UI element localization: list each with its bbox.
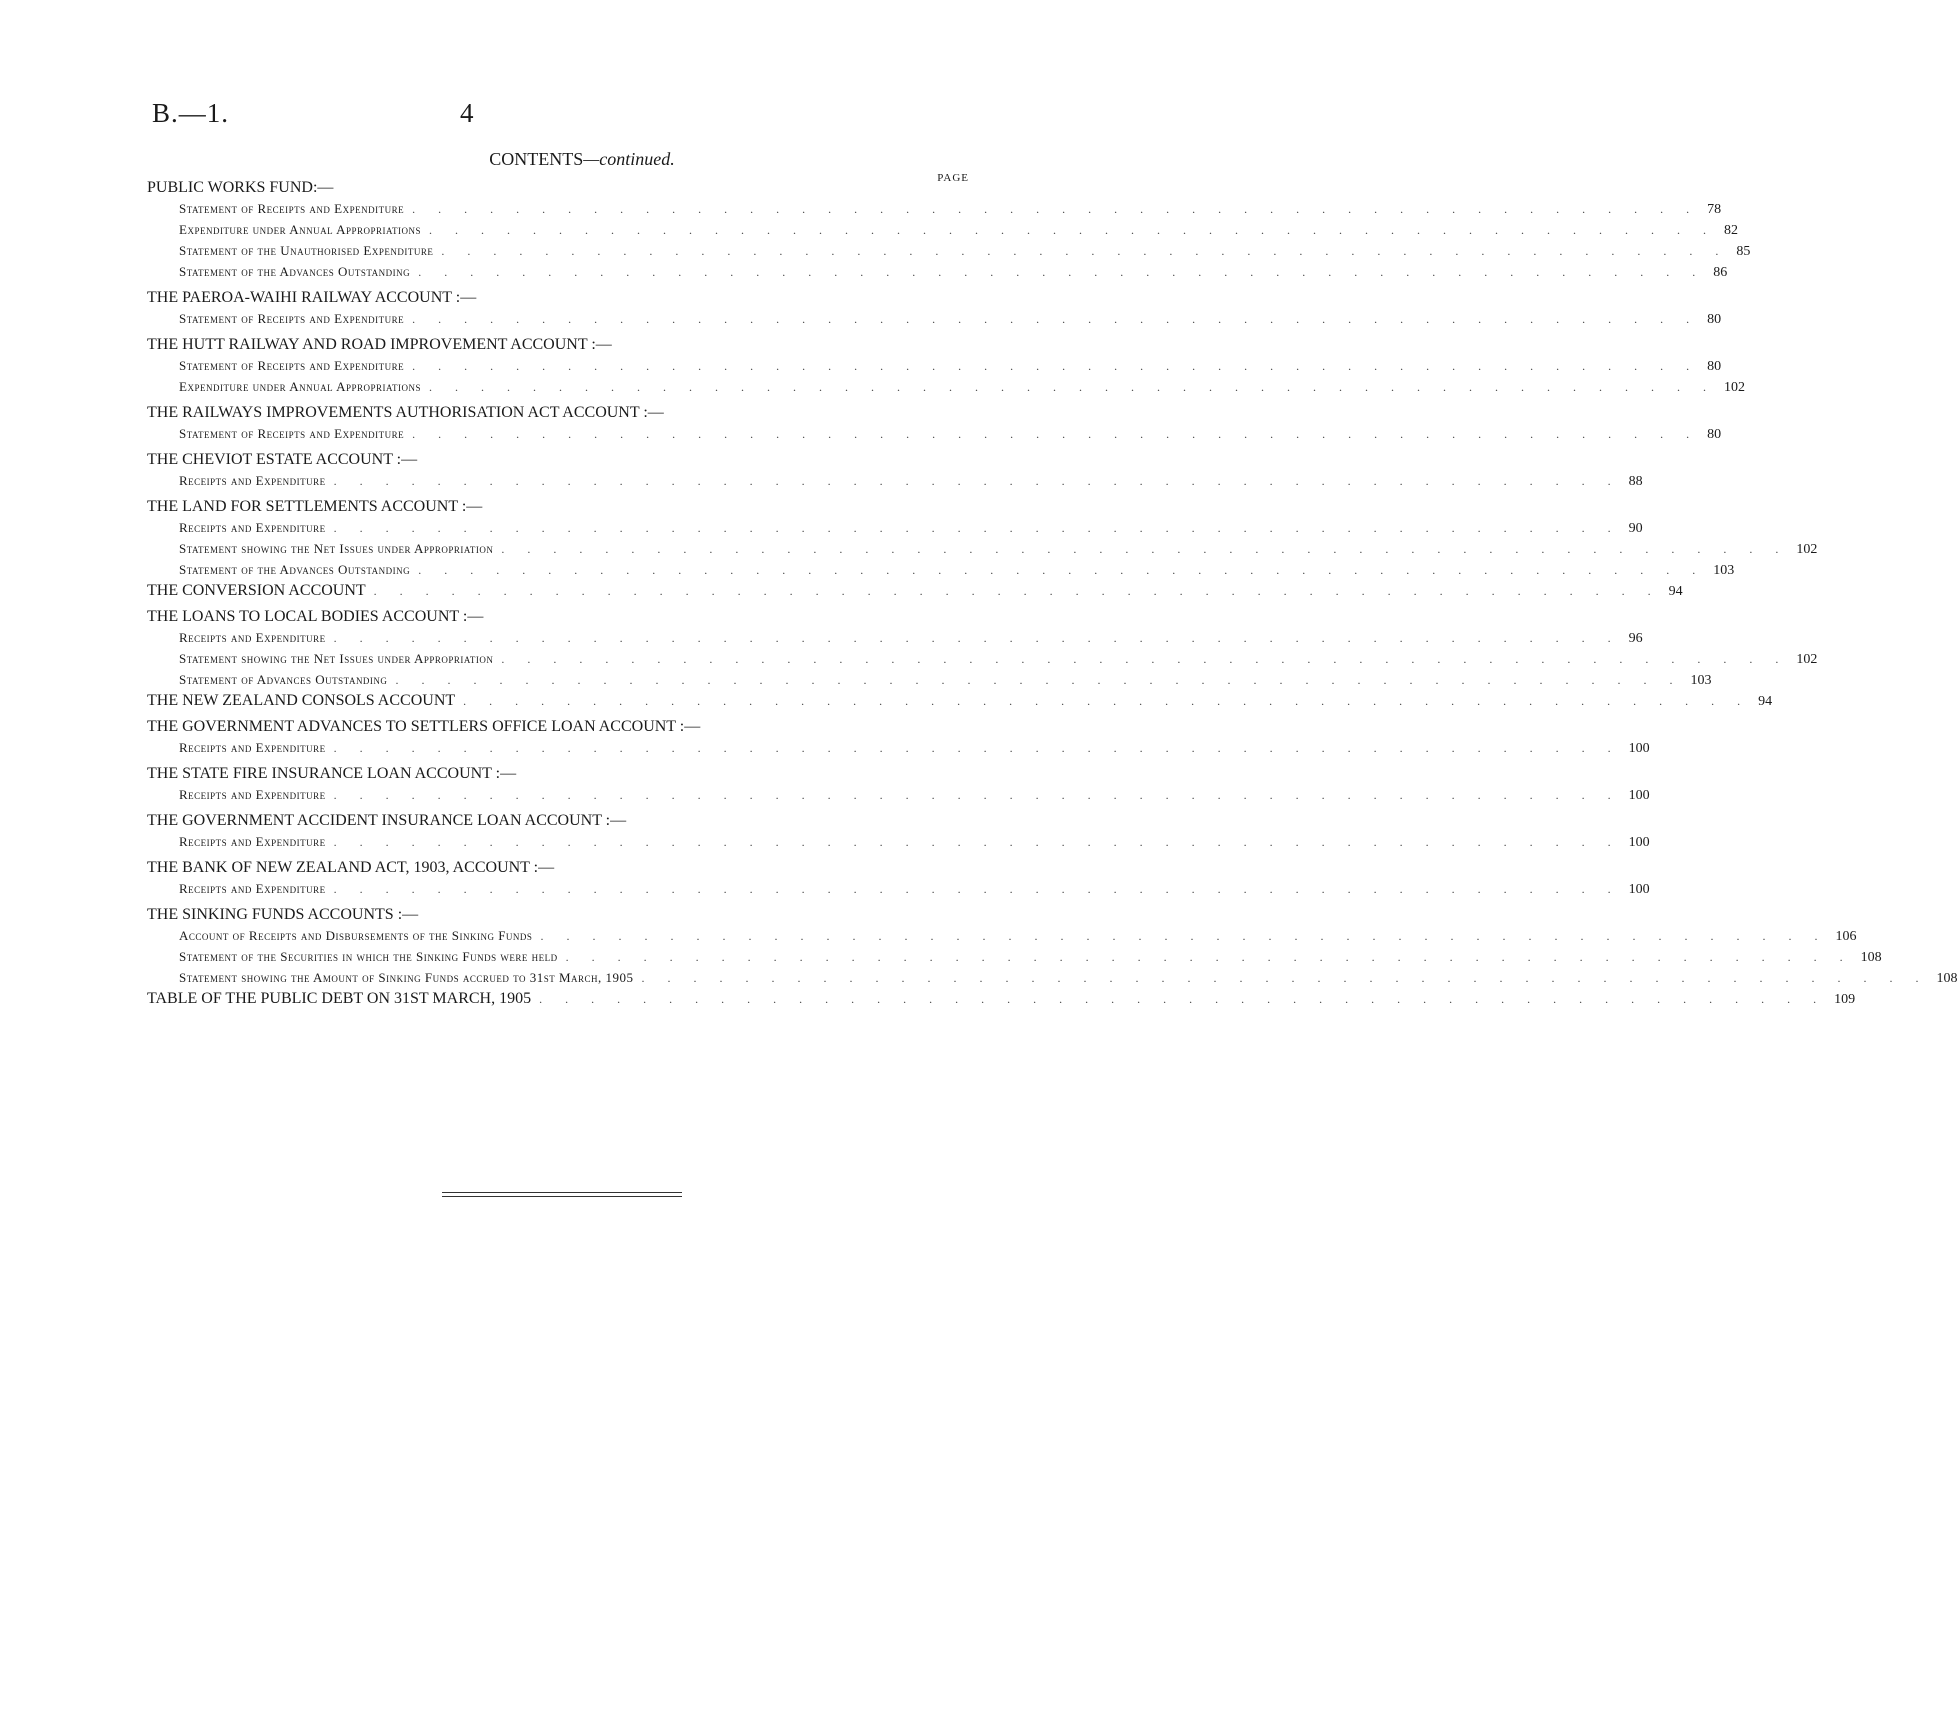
dot-leader: . . . . . . . . . . . . . . . . . . . . . . . . . . . . . . . . . . . . . . . . . . . . . . . . . . [463, 694, 1751, 708]
section-title: THE GOVERNMENT ADVANCES TO SETTLERS OFFICE LOAN ACCOUNT :— [147, 718, 701, 735]
dot-leader: . . . . . . . . . . . . . . . . . . . . . . . . . . . . . . . . . . . . . . . . . . . . . . . . . . [418, 563, 1706, 577]
toc-entry [147, 517, 1643, 538]
toc-entry-label: Statement of Receipts and Expenditure [179, 426, 405, 441]
section-title: THE LOANS TO LOCAL BODIES ACCOUNT :— [147, 608, 484, 625]
toc-entry [147, 308, 1722, 329]
dot-leader: . . . . . . . . . . . . . . . . . . . . . . . . . . . . . . . . . . . . . . . . . . . . . . . . . . [333, 474, 1621, 488]
dot-leader: . . . . . . . . . . . . . . . . . . . . . . . . . . . . . . . . . . . . . . . . . . . . . . . . . . [412, 312, 1700, 326]
toc-entry [147, 198, 1722, 219]
toc-entry-label: Statement of the Securities in which the Sinking Funds were held [179, 949, 558, 964]
dot-leader: . . . . . . . . . . . . . . . . . . . . . . . . . . . . . . . . . . . . . . . . . . . . . . . . . . [333, 835, 1621, 849]
page-number: 4 [460, 98, 474, 128]
toc-entry [147, 261, 1728, 282]
section-title: THE HUTT RAILWAY AND ROAD IMPROVEMENT ACCOUNT :— [147, 336, 612, 353]
dot-leader: . . . . . . . . . . . . . . . . . . . . . . . . . . . . . . . . . . . . . . . . . . . . . . . . . . [412, 359, 1700, 373]
toc-section [147, 607, 1818, 690]
toc-entry-label: Statement of Receipts and Expenditure [179, 201, 405, 216]
toc-entry [147, 669, 1712, 690]
toc-entry [147, 559, 1735, 580]
document-reference: B.—1. [152, 98, 230, 128]
section-title: THE STATE FIRE INSURANCE LOAN ACCOUNT :— [147, 765, 517, 782]
toc-entry [147, 355, 1722, 376]
toc-entry-page: 82 [1724, 223, 1739, 238]
section-title: THE RAILWAYS IMPROVEMENTS AUTHORISATION ACT ACCOUNT :— [147, 404, 664, 421]
toc-entry-label: Account of Receipts and Disbursements of the Sinking Funds [179, 928, 533, 943]
toc-entry-page: 88 [1628, 474, 1643, 489]
toc-section [147, 288, 1722, 329]
toc-section [147, 988, 1856, 1009]
dot-leader: . . . . . . . . . . . . . . . . . . . . . . . . . . . . . . . . . . . . . . . . . . . . . . . . . . [333, 741, 1621, 755]
toc-entry-page: 78 [1707, 202, 1722, 217]
page-column-label: PAGE [937, 172, 969, 184]
dot-leader: . . . . . . . . . . . . . . . . . . . . . . . . . . . . . . . . . . . . . . . . . . . . . . . . . . [418, 265, 1706, 279]
toc-section [147, 580, 1683, 601]
toc-entry-label: Statement showing the Net Issues under Appropriation [179, 541, 494, 556]
dot-leader: . . . . . . . . . . . . . . . . . . . . . . . . . . . . . . . . . . . . . . . . . . . . . . . . . . [333, 521, 1621, 535]
toc-entry-label: Statement of the Advances Outstanding [179, 562, 411, 577]
toc-entry-page: 103 [1690, 673, 1712, 688]
contents-heading [0, 149, 1114, 170]
toc-entry [147, 946, 1882, 967]
contents-heading-main: CONTENTS [489, 149, 584, 169]
toc-section [147, 178, 1751, 282]
toc-entry [147, 925, 1857, 946]
toc-entry-label: Statement of Receipts and Expenditure [179, 358, 405, 373]
toc-entry-page: 100 [1628, 882, 1650, 897]
toc-entry-label: Statement of Advances Outstanding [179, 672, 388, 687]
closing-rule-top [442, 1192, 682, 1193]
toc-top-entry [147, 988, 1856, 1009]
toc-entry [147, 423, 1722, 444]
section-title: PUBLIC WORKS FUND:— [147, 179, 334, 196]
dot-leader: . . . . . . . . . . . . . . . . . . . . . . . . . . . . . . . . . . . . . . . . . . . . . . . . . . [333, 788, 1621, 802]
toc-entry-page: 80 [1707, 427, 1722, 442]
dot-leader: . . . . . . . . . . . . . . . . . . . . . . . . . . . . . . . . . . . . . . . . . . . . . . . . . . [501, 542, 1789, 556]
dot-leader: . . . . . . . . . . . . . . . . . . . . . . . . . . . . . . . . . . . . . . . . . . . . . . . . . . [441, 244, 1729, 258]
toc-entry-label: Receipts and Expenditure [179, 740, 326, 755]
toc-entry-label: Expenditure under Annual Appropriations [179, 222, 422, 237]
toc-entry-page: 103 [1713, 563, 1735, 578]
toc-entry-page: 102 [1796, 542, 1818, 557]
toc-entry-page: 106 [1835, 929, 1857, 944]
toc-entry-page: 108 [1860, 950, 1882, 965]
toc-section [147, 764, 1650, 805]
toc-entry [147, 967, 1958, 988]
toc-top-entry [147, 690, 1773, 711]
dot-leader: . . . . . . . . . . . . . . . . . . . . . . . . . . . . . . . . . . . . . . . . . . . . . . . . . . [412, 202, 1700, 216]
toc-section [147, 403, 1722, 444]
contents-heading-suffix: —continued. [583, 149, 675, 169]
toc-section [147, 450, 1643, 491]
dot-leader: . . . . . . . . . . . . . . . . . . . . . . . . . . . . . . . . . . . . . . . . . . . . . . . . . . [540, 929, 1828, 943]
toc-entry [147, 784, 1650, 805]
dot-leader: . . . . . . . . . . . . . . . . . . . . . . . . . . . . . . . . . . . . . . . . . . . . . . . . . . [501, 652, 1789, 666]
toc-entry-page: 96 [1628, 631, 1643, 646]
dot-leader: . . . . . . . . . . . . . . . . . . . . . . . . . . . . . . . . . . . . . . . . . . . . . . . . . . [373, 584, 1661, 598]
toc-entry-label: Receipts and Expenditure [179, 881, 326, 896]
toc-section [147, 858, 1650, 899]
section-title: THE CHEVIOT ESTATE ACCOUNT :— [147, 451, 418, 468]
toc-entry [147, 470, 1643, 491]
toc-entry-page: 108 [1936, 971, 1958, 986]
toc-entry-label: Receipts and Expenditure [179, 834, 326, 849]
table-of-contents [147, 172, 1958, 1009]
dot-leader: . . . . . . . . . . . . . . . . . . . . . . . . . . . . . . . . . . . . . . . . . . . . . . . . . . [395, 673, 1683, 687]
toc-entry [147, 648, 1818, 669]
toc-entry-page: 94 [1758, 694, 1773, 709]
dot-leader: . . . . . . . . . . . . . . . . . . . . . . . . . . . . . . . . . . . . . . . . . . . . . . . . . . [565, 950, 1853, 964]
toc-entry-label: THE NEW ZEALAND CONSOLS ACCOUNT [147, 692, 456, 709]
dot-leader: . . . . . . . . . . . . . . . . . . . . . . . . . . . . . . . . . . . . . . . . . . . . . . . . . . [539, 992, 1827, 1006]
toc-entry-label: Statement showing the Amount of Sinking Funds accrued to 31st March, 1905 [179, 970, 634, 985]
toc-entry [147, 627, 1643, 648]
toc-entry-label: Receipts and Expenditure [179, 630, 326, 645]
dot-leader: . . . . . . . . . . . . . . . . . . . . . . . . . . . . . . . . . . . . . . . . . . . . . . . . . . [641, 971, 1929, 985]
toc-entry [147, 831, 1650, 852]
toc-entry-page: 102 [1796, 652, 1818, 667]
toc-entry-page: 94 [1668, 584, 1683, 599]
toc-entry-page: 80 [1707, 359, 1722, 374]
toc-section [147, 690, 1773, 711]
toc-entry-page: 86 [1713, 265, 1728, 280]
toc-entry-label: Statement of the Unauthorised Expenditure [179, 243, 434, 258]
dot-leader: . . . . . . . . . . . . . . . . . . . . . . . . . . . . . . . . . . . . . . . . . . . . . . . . . . [333, 882, 1621, 896]
section-title: THE LAND FOR SETTLEMENTS ACCOUNT :— [147, 498, 483, 515]
toc-top-entry [147, 580, 1683, 601]
toc-entry [147, 240, 1751, 261]
toc-entry-label: Receipts and Expenditure [179, 520, 326, 535]
toc-entry-label: Statement of the Advances Outstanding [179, 264, 411, 279]
toc-section [147, 905, 1958, 988]
toc-entry [147, 376, 1746, 397]
dot-leader: . . . . . . . . . . . . . . . . . . . . . . . . . . . . . . . . . . . . . . . . . . . . . . . . . . [333, 631, 1621, 645]
closing-rule-bottom [442, 1196, 682, 1197]
dot-leader: . . . . . . . . . . . . . . . . . . . . . . . . . . . . . . . . . . . . . . . . . . . . . . . . . . [429, 380, 1717, 394]
section-title: THE PAEROA-WAIHI RAILWAY ACCOUNT :— [147, 289, 477, 306]
dot-leader: . . . . . . . . . . . . . . . . . . . . . . . . . . . . . . . . . . . . . . . . . . . . . . . . . . [429, 223, 1717, 237]
toc-entry-label: Receipts and Expenditure [179, 787, 326, 802]
toc-entry-label: Receipts and Expenditure [179, 473, 326, 488]
toc-entry-label: TABLE OF THE PUBLIC DEBT ON 31ST MARCH, 1905 [147, 990, 532, 1007]
toc-entry-label: Expenditure under Annual Appropriations [179, 379, 422, 394]
toc-section [147, 811, 1650, 852]
toc-entry-label: THE CONVERSION ACCOUNT [147, 582, 366, 599]
toc-entry-page: 80 [1707, 312, 1722, 327]
toc-entry-page: 85 [1736, 244, 1751, 259]
toc-entry-page: 100 [1628, 741, 1650, 756]
toc-entry-label: Statement showing the Net Issues under Appropriation [179, 651, 494, 666]
section-title: THE GOVERNMENT ACCIDENT INSURANCE LOAN ACCOUNT :— [147, 812, 627, 829]
toc-entry-page: 90 [1628, 521, 1643, 536]
toc-entry [147, 737, 1650, 758]
toc-entry-page: 100 [1628, 788, 1650, 803]
toc-section [147, 497, 1818, 580]
toc-entry-page: 100 [1628, 835, 1650, 850]
dot-leader: . . . . . . . . . . . . . . . . . . . . . . . . . . . . . . . . . . . . . . . . . . . . . . . . . . [412, 427, 1700, 441]
toc-entry-page: 102 [1724, 380, 1746, 395]
toc-section [147, 717, 1650, 758]
section-title: THE BANK OF NEW ZEALAND ACT, 1903, ACCOUNT :— [147, 859, 555, 876]
section-title: THE SINKING FUNDS ACCOUNTS :— [147, 906, 419, 923]
toc-entry [147, 219, 1739, 240]
toc-entry [147, 878, 1650, 899]
toc-section [147, 335, 1746, 397]
toc-entry-label: Statement of Receipts and Expenditure [179, 311, 405, 326]
toc-entry-page: 109 [1834, 992, 1856, 1007]
toc-entry [147, 538, 1818, 559]
